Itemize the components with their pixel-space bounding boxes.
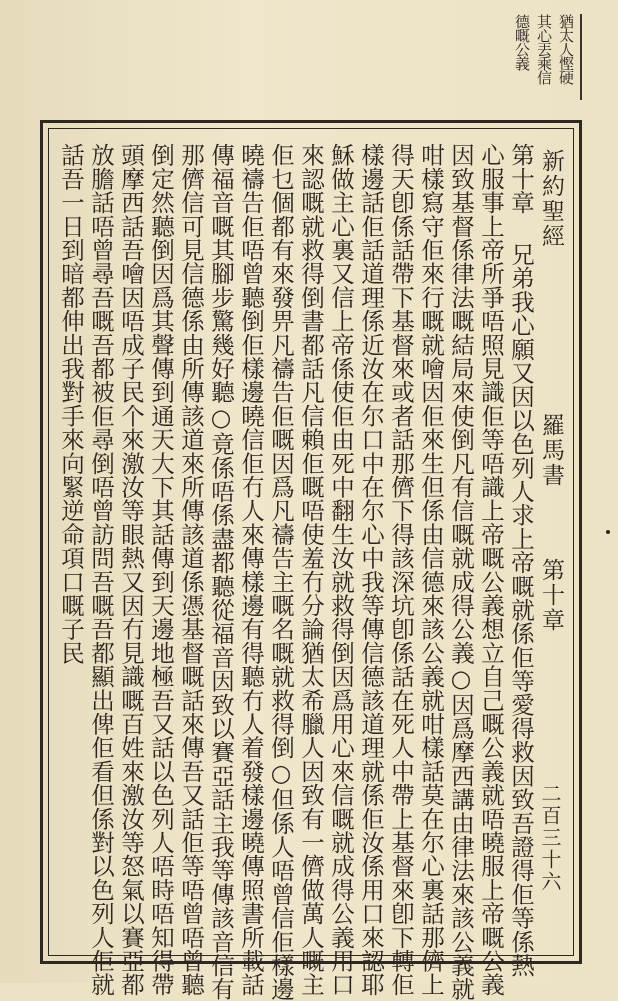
text-column-15: 放膽話唔曾尋吾嘅吾都被佢尋倒唔曾訪問吾嘅吾都顯出俾佢看但係對以色列人佢就	[87, 143, 115, 997]
note-column-1: 猶太人慳硬	[557, 14, 575, 84]
book-title: 新約聖經	[538, 149, 564, 249]
text-column-5: 得天卽係話帶下基督來或者話那儕下得該深坑卽係話在死人中帶上基督來卽下轉佢	[387, 143, 415, 997]
marginal-note	[498, 14, 574, 100]
text-column-1: 第十章 兄弟我心願又因以色列人求上帝嘅就係佢等愛得救因致吾證得佢等係熱	[507, 143, 535, 977]
text-column-6: 樣邊話佢話道理係近汝在尔口中在尔心中我等傳信德該道理就係佢汝係用口來認耶	[357, 143, 385, 997]
text-column-13: 倒定然聽倒因爲其聲傳到通天大下其話傳到天邊地極吾又話以色列人唔時唔知得帶	[147, 143, 175, 997]
body-columns	[57, 143, 564, 1001]
text-column-14: 頭摩西話吾噲因唔成子民个來激汝等眼熱又因冇見識嘅百姓來激汝等怒氣以賽亞都	[117, 143, 145, 997]
note-column-2: 其心丟乘信	[535, 14, 553, 84]
text-column-12: 那儕信可見信德係由所傳該道來所傳該道係憑基督嘅話來傳吾又話佢等唔曾唔曾聽	[177, 143, 205, 997]
text-column-7: 穌做主心裏又信上帝係使佢由死中翻生汝就救得倒因爲用心來信嘅就成得公義用口	[327, 143, 355, 997]
note-rule	[580, 14, 582, 100]
note-column-3: 德嘅公義	[513, 14, 531, 70]
chapter-label: 第十章	[538, 558, 564, 633]
text-column-16: 話吾一日到暗都伸出我對手來向緊逆命項口嘅子民	[57, 143, 85, 665]
text-column-2: 心服事上帝所爭唔照見識佢等唔識上帝嘅公義想立自己嘅公義就唔曉服上帝嘅公義	[477, 143, 505, 997]
text-column-10: 曉禱告佢唔曾聽倒佢樣邊曉信佢冇人來傳樣邊有得聽冇人着發樣邊曉傳照書所載話	[237, 143, 265, 997]
text-column-11: 傳福音嘅其腳步驚幾好聽○竟係唔係盡都聽從福音因致以賽亞話主我等傳該音信有	[207, 143, 235, 1001]
text-frame	[40, 120, 582, 1001]
text-column-8: 來認嘅就救得倒書都話凡信賴佢嘅唔使羞冇分論猶太希臘人因致有一儕做萬人嘅主	[297, 143, 325, 997]
section-title: 羅馬書	[538, 413, 564, 488]
text-frame-inner	[48, 128, 574, 1001]
text-column-9: 佢乜個都有來發畀凡禱告佢嘅因爲凡禱告主嘅名嘅就救得倒○但係人唔曾信佢樣邊	[267, 143, 295, 1001]
text-column-3: 因致基督係律法嘅結局來使倒凡有信嘅就成得公義○因爲摩西講由律法來該公義就	[447, 143, 475, 1001]
text-column-4: 咁樣寫守佢來行嘅就噲因佢來生但係由信德來該公義就咁樣話莫在尔心裏話那儕上	[417, 143, 445, 997]
page-number: 二百三十六	[538, 783, 562, 893]
margin-dot	[606, 530, 610, 534]
